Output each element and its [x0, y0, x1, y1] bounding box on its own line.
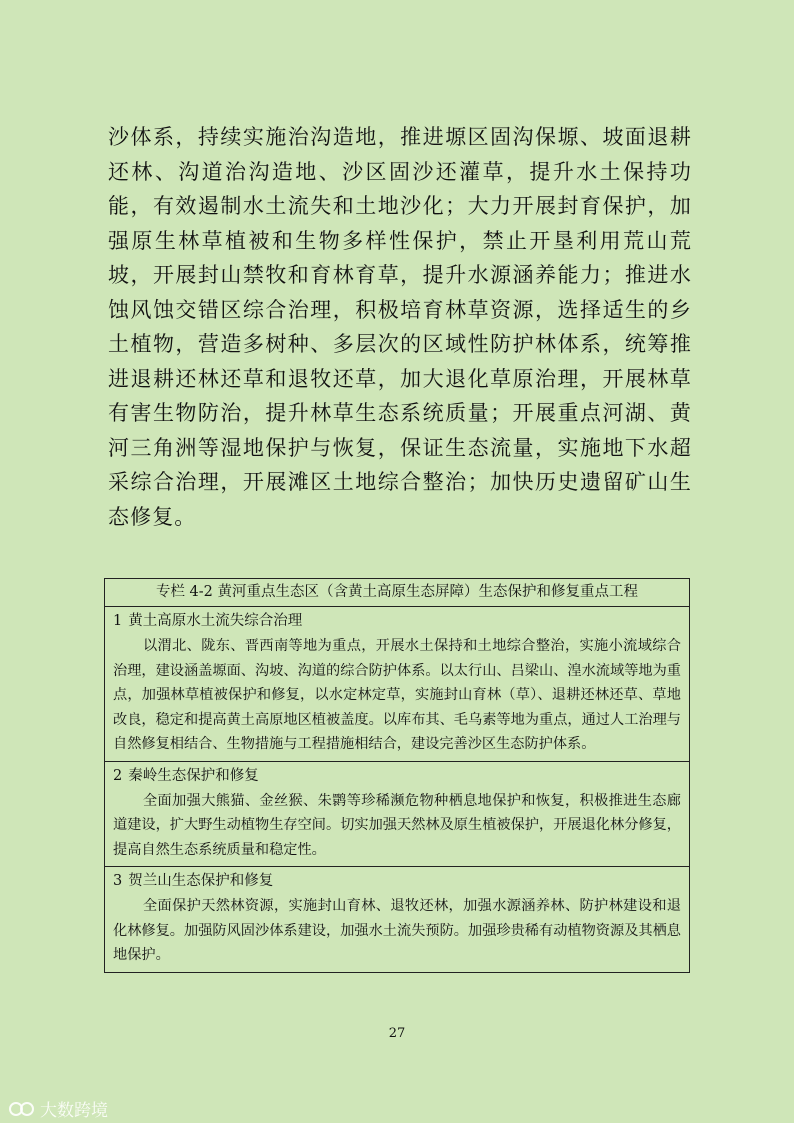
section-text: 全面加强大熊猫、金丝猴、朱鹮等珍稀濒危物种栖息地保护和恢复，积极推进生态廊道建设，扩大野生动植物生存空间。切实加强天然林及原生植被保护，开展退化林分修复，提高自然生态系统质量和稳定性。	[113, 792, 681, 858]
feature-box	[104, 578, 690, 973]
watermark-text: 大数跨境	[40, 1101, 108, 1120]
section-number: 2	[113, 767, 123, 784]
body-paragraph: 沙体系，持续实施治沟造地，推进塬区固沟保塬、坡面退耕还林、沟道治沟造地、沙区固沙还灌草，提升水土保持功能，有效遏制水土流失和土地沙化；大力开展封育保护，加强原生林草植被和生物多样性保护，禁止开垦利用荒山荒坡，开展封山禁牧和育林育草，提升水源涵养能力；推进水蚀风蚀交错区综合治理，积极培育林草资源，选择适生的乡土植物，营造多树种、多层次的区域性防护林体系，统筹推进退耕还林还草和退牧还草，加大退化草原治理，开展林草有害生物防治，提升林草生态系统质量；开展重点河湖、黄河三角洲等湿地保护与恢复，保证生态流量，实施地下水超采综合治理，开展滩区土地综合整治；加快历史遗留矿山生态修复。	[108, 125, 692, 529]
box-title: 专栏 4-2 黄河重点生态区（含黄土高原生态屏障）生态保护和修复重点工程	[105, 579, 689, 607]
watermark	[8, 1096, 108, 1121]
section-title: 黄土高原水土流失综合治理	[128, 613, 303, 629]
section-number: 3	[113, 873, 123, 889]
section-heading	[113, 764, 681, 789]
section-heading	[113, 609, 681, 634]
page-number: 27	[388, 1026, 406, 1041]
box-section-2	[105, 762, 689, 868]
logo-icon	[8, 1099, 36, 1119]
section-text: 全面保护天然林资源，实施封山育林、退牧还林，加强水源涵养林、防护林建设和退化林修复。加强防风固沙体系建设，加强水土流失预防。加强珍贵稀有动植物资源及其栖息地保护。	[113, 898, 681, 963]
box-section-1	[105, 607, 689, 762]
box-section-3	[105, 867, 689, 972]
section-title: 秦岭生态保护和修复	[128, 767, 259, 784]
section-title: 贺兰山生态保护和修复	[128, 873, 274, 889]
section-number: 1	[113, 613, 123, 629]
section-text: 以渭北、陇东、晋西南等地为重点，开展水土保持和土地综合整治，实施小流域综合治理，建设涵盖塬面、沟坡、沟道的综合防护体系。以太行山、吕梁山、湟水流域等地为重点，加强林草植被保护和修复，以水定林定草，实施封山育林（草）、退耕还林还草、草地改良，稳定和提高黄土高原地区植被盖度。以库布其、毛乌素等地为重点，通过人工治理与自然修复相结合、生物措施与工程措施相结合，建设完善沙区生态防护体系。	[113, 638, 681, 752]
section-heading	[113, 869, 681, 894]
